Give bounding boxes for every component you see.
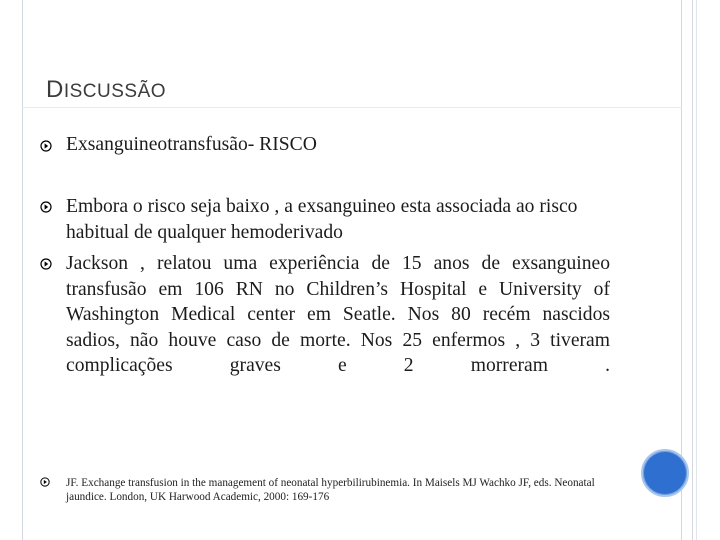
slide-title-initial: D — [46, 76, 64, 103]
slide-title — [46, 76, 166, 104]
bullet-text: Exsanguineotransfusão- RISCO — [66, 134, 317, 155]
bullet-text: Jackson , relatou uma experiência de 15 anos de exsanguineo transfusão em 106 RN no Children’s Hospital e University of Washington Medical center em Seatle. Nos 80 recém nascidos sadios, não houve caso de morte. Nos 25 enfermos , 3 tiveram complicações graves e 2 morreram . — [66, 253, 610, 376]
right-frame-line — [696, 0, 697, 540]
left-frame-line — [22, 0, 23, 540]
bullet-icon — [40, 258, 52, 270]
decorative-blue-circle — [641, 449, 689, 497]
slide-title-rest: ISCUSSÃO — [63, 81, 167, 102]
bullet-text: Embora o risco seja baixo , a exsanguineo esta associada ao risco habitual de qualquer hemoderivado — [66, 196, 578, 243]
bullet-icon — [40, 477, 50, 487]
right-frame-line — [692, 0, 693, 540]
title-divider — [22, 107, 682, 108]
reference-text: JF. Exchange transfusion in the management of neonatal hyperbilirubinemia. In Maisels MJ Wachko JF, eds. Neonatal jaundice. London, UK Harwood Academic, 2000: 169-176 — [66, 477, 595, 503]
bullet-icon — [40, 201, 52, 213]
bullet-icon — [40, 140, 52, 152]
